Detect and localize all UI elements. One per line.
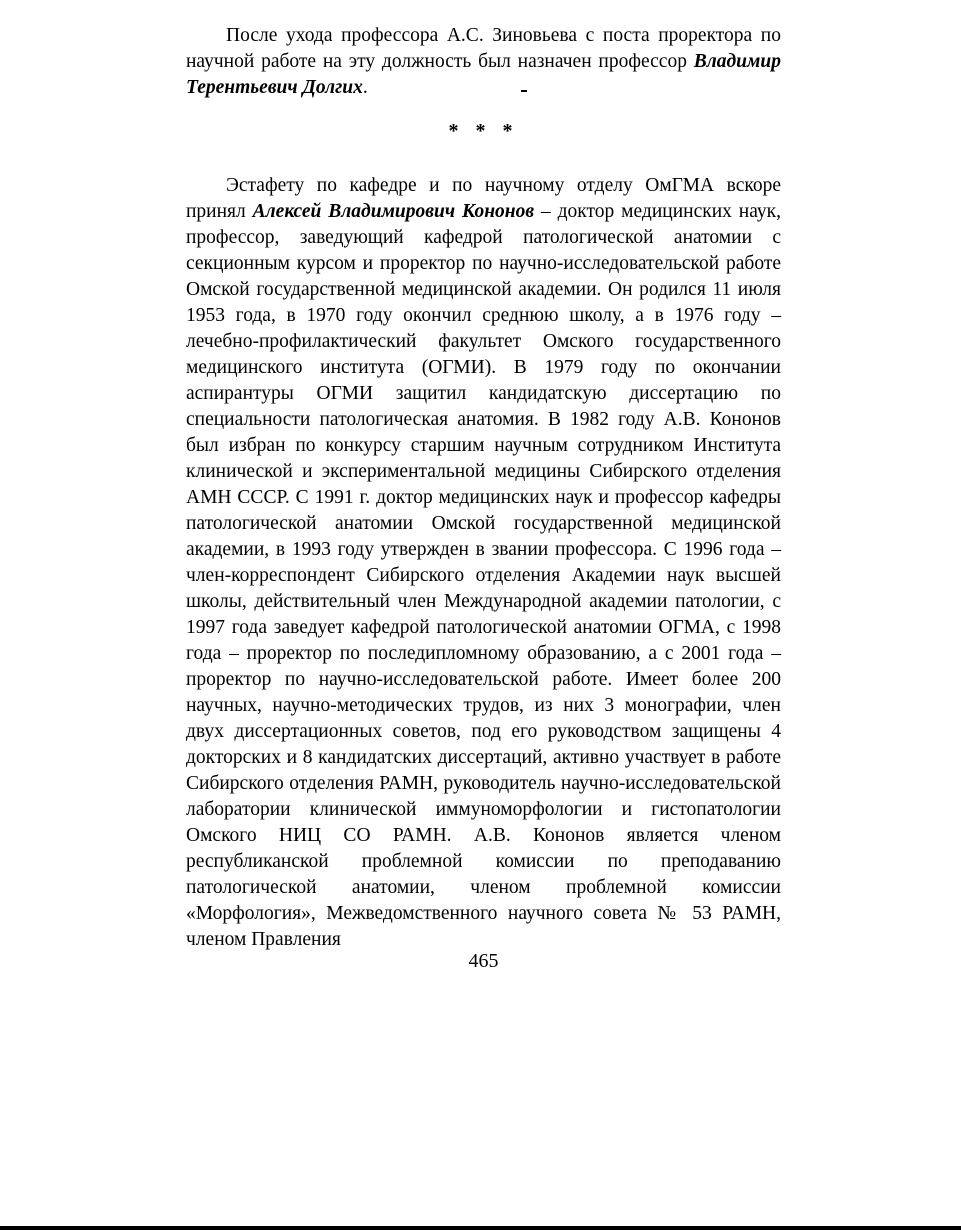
paragraph-2-name: Алексей Владимирович Кононов xyxy=(252,201,535,222)
paragraph-1-end: . xyxy=(362,77,368,98)
paragraph-1-name: Владимир Терентьевич Долгих xyxy=(186,51,781,98)
paragraph-2-text: Эстафету по кафедре и по научному отделу ОмГМА вскоре принял xyxy=(186,175,781,222)
stray-mark xyxy=(521,90,527,92)
bottom-border xyxy=(0,1226,961,1230)
paragraph-1 xyxy=(186,23,781,101)
page-number: 465 xyxy=(468,950,499,972)
paragraph-2 xyxy=(186,173,781,953)
section-separator: * * * xyxy=(448,120,519,142)
paragraph-1-text: После ухода профессора А.С. Зиновьева с поста проректора по научной работе на эту должность был назначен профессор xyxy=(186,25,781,72)
paragraph-2-rest: – доктор медицинских наук, профессор, заведующий кафедрой патологической анатомии с секционным курсом и проректор по научно-исследовательской работе Омской государственной медицинской академии. Он родился 11 июля 1953 года, в 1970 году окончил среднюю школу, а в 1976 году – лечебно-профилактический факультет Омского государственного медицинского института (ОГМИ). В 1979 году по окончании аспирантуры ОГМИ защитил кандидатскую диссертацию по специальности патологическая анатомия. В 1982 году А.В. Кононов был избран по конкурсу старшим научным сотрудником Института клинической и экспериментальной медицины Сибирского отделения АМН СССР. С 1991 г. доктор медицинских наук и профессор кафедры патологической анатомии Омской государственной медицинской академии, в 1993 году утвержден в звании профессора. С 1996 года – член-корреспондент Сибирского отделения Академии наук высшей школы, действительный член Международной академии патологии, с 1997 года заведует кафедрой патологической анатомии ОГМА, с 1998 года – проректор по последипломному образованию, а с 2001 года – проректор по научно-исследовательской работе. Имеет более 200 научных, научно-методических трудов, из них 3 монографии, член двух диссертационных советов, под его руководством защищены 4 докторских и 8 кандидатских диссертаций, активно участвует в работе Сибирского отделения РАМН, руководитель научно-исследовательской лаборатории клинической иммуноморфологии и гистопатологии Омского НИЦ СО РАМН. А.В. Кононов является членом республиканской проблемной комиссии по преподаванию патологической анатомии, членом проблемной комиссии «Морфология», Межведомственного научного совета № 53 РАМН, членом Правления xyxy=(186,201,781,950)
